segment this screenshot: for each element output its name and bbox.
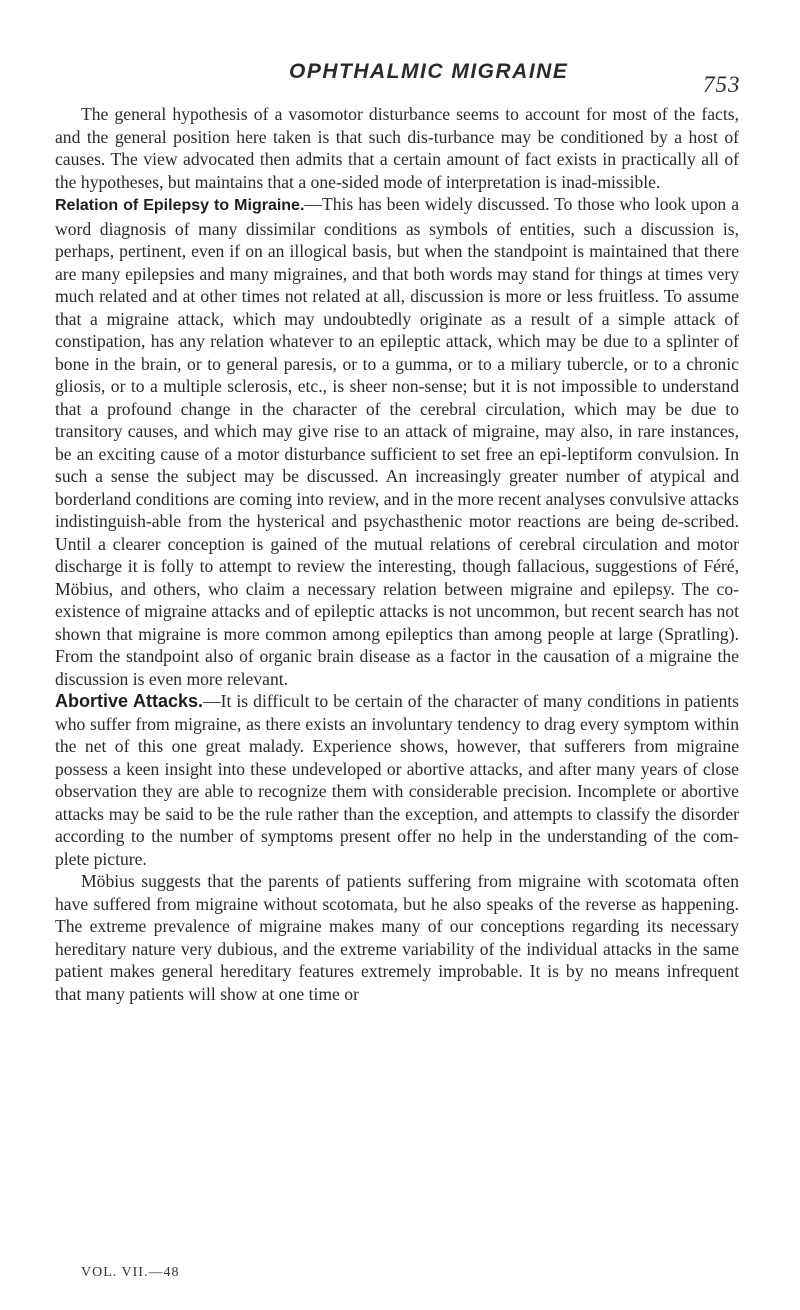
paragraph-mobius bbox=[55, 870, 739, 1005]
paragraph-text: —This has been widely discussed. To those who look upon a word diagnosis of many dissimilar conditions as symbols of entities, such a discussion is, perhaps, pertinent, even if on an illogical basis, but when the standpoint is maintained that there are many epilepsies and many migraines, and that both words may stand for things at times very much related and at other times not related at all, discussion is more or less fruitless. To assume that a migraine attack, which may undoubtedly originate as a result of a simple attack of constipation, has any relation whatever to an epileptic attack, which may be due to a splinter of bone in the brain, or to general paresis, or to a gumma, or to a miliary tubercle, or to a chronic gliosis, or to a multiple sclerosis, etc., is sheer non-sense; but it is not impossible to understand that a profound change in the character of the cerebral circulation, which may be due to transitory causes, and which may give rise to an attack of migraine, may also, in rare instances, be an exciting cause of a motor disturbance sufficient to set free an epi-leptiform convulsion. In such a sense the subject may be discussed. An increasingly greater number of atypical and borderland conditions are coming into review, and in the more recent analyses convulsive attacks indistinguish-able from the hysterical and psychasthenic motor reactions are being de-scribed. Until a clearer conception is gained of the mutual relations of cerebral circulation and motor discharge it is folly to attempt to review the interesting, though fallacious, suggestions of Féré, Möbius, and others, who claim a necessary relation between migraine and epilepsy. The co-existence of migraine attacks and of epileptic attacks is not uncommon, but recent search has not shown that migraine is more common among epileptics than among people at large (Spratling). From the standpoint also of organic brain disease as a factor in the causation of a migraine the discussion is even more relevant. bbox=[55, 194, 740, 689]
signature-mark: VOL. VII.—48 bbox=[81, 1265, 180, 1280]
section-heading: Relation of Epilepsy to Migraine. bbox=[55, 197, 305, 214]
paragraph-text: Möbius suggests that the parents of patients suffering from migraine with scotomata often have suffered from migraine without scotomata, but he also speaks of the reverse as happening. The extreme prevalence of migraine makes many of our conceptions regarding its necessary hereditary nature very dubious, and the extreme variability of the individual attacks in the same patient makes general hereditary features extremely improbable. It is by no means infrequent that many patients will show at one time or bbox=[55, 871, 739, 1004]
body-text bbox=[55, 103, 739, 1005]
page-number: 753 bbox=[703, 72, 741, 97]
section-abortive-attacks bbox=[55, 690, 739, 870]
section-epilepsy-migraine bbox=[55, 193, 739, 690]
section-heading: Abortive Attacks. bbox=[55, 691, 204, 711]
running-title: OPHTHALMIC MIGRAINE bbox=[289, 60, 569, 83]
paragraph-text: —It is difficult to be certain of the character of many conditions in patients who suffer from migraine, as there exists an involuntary tendency to drag every symptom within the net of this one great malady. Experience shows, however, that sufferers from migraine possess a keen insight into these undeveloped or abortive attacks, and after many years of close observation they are able to recognize them with considerable precision. Incomplete or abortive attacks may be said to be the rule rather than the exception, and attempts to classify the disorder according to the number of symptoms present offer no help in the understanding of the com-plete picture. bbox=[55, 691, 740, 869]
running-head bbox=[0, 60, 800, 100]
paragraph-text: The general hypothesis of a vasomotor disturbance seems to account for most of the facts, and the general position here taken is that such dis-turbance may be conditioned by a host of causes. The view advocated then admits that a certain amount of fact exists in practically all of the hypotheses, but maintains that a one-sided mode of interpretation is inad-missible. bbox=[55, 104, 739, 192]
paragraph-hypothesis bbox=[55, 103, 739, 193]
